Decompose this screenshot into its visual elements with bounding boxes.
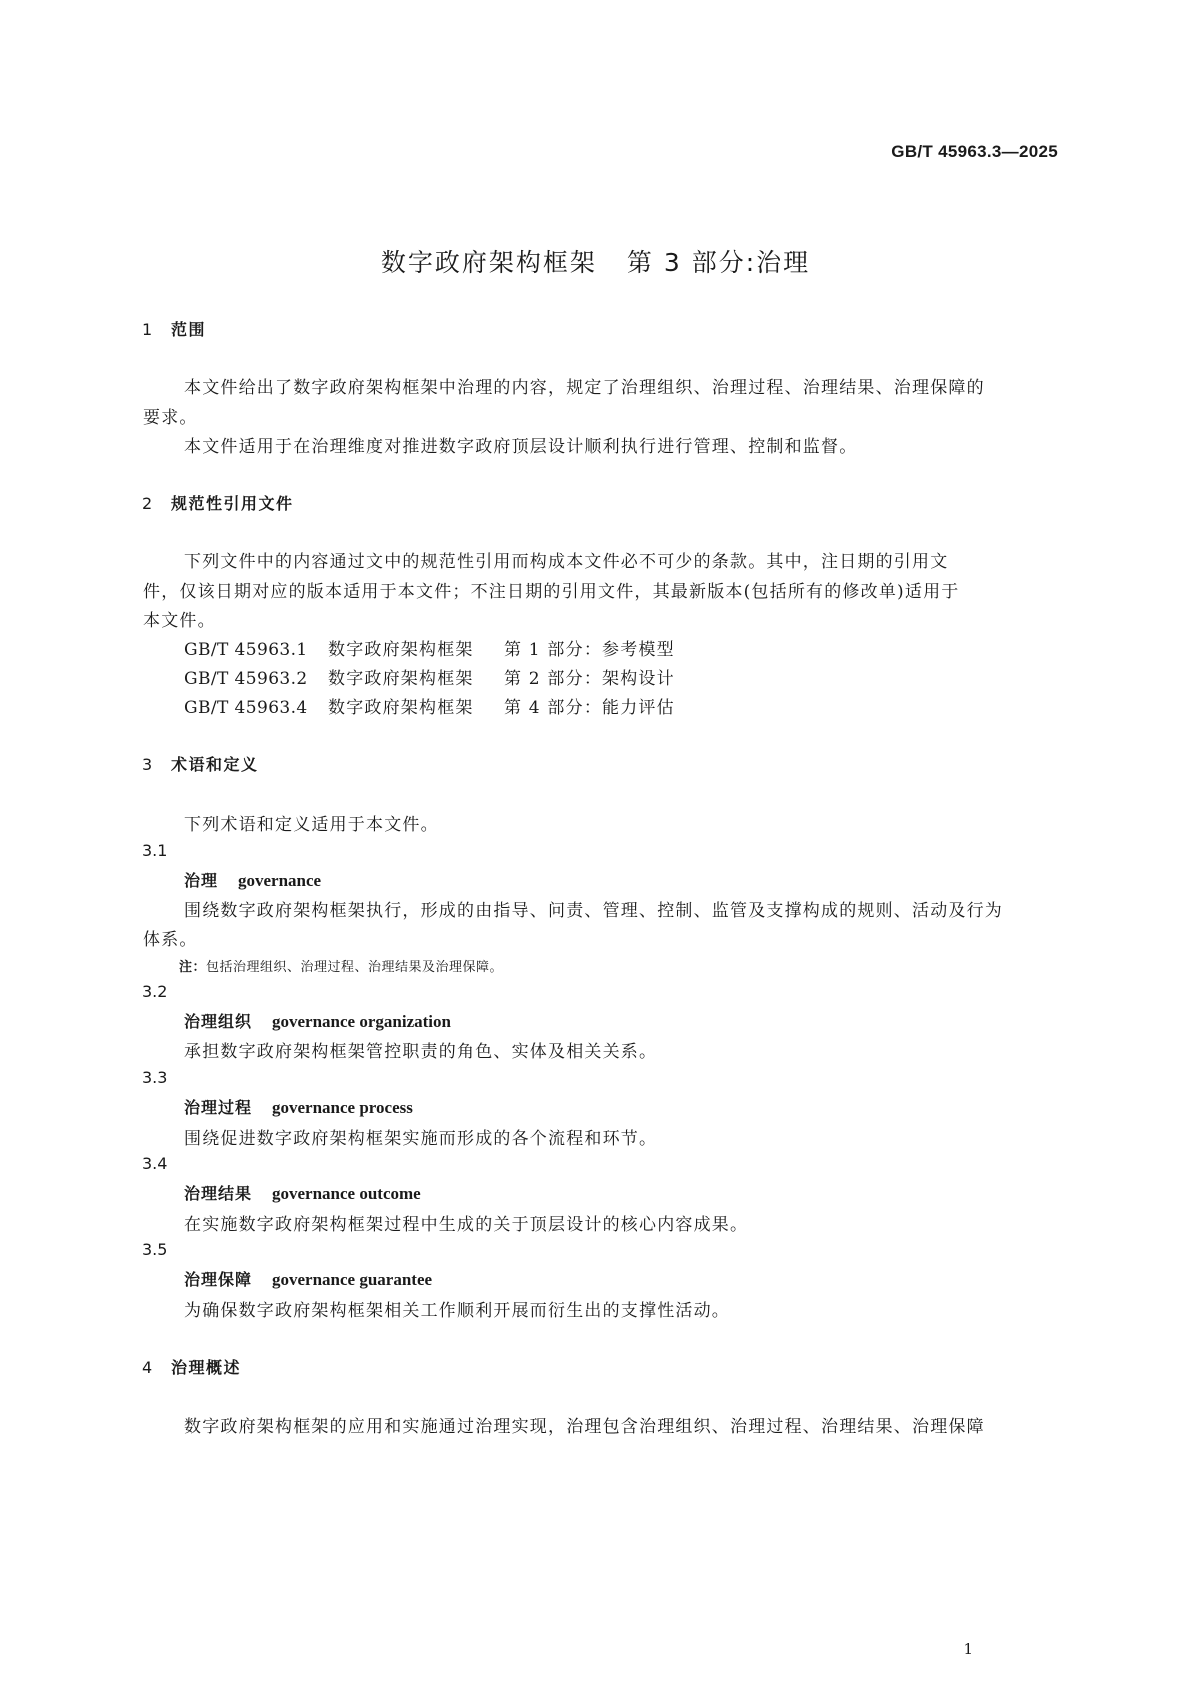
section-title: 范围 — [171, 320, 207, 339]
term-english: governance — [238, 871, 322, 890]
note-label: 注： — [179, 960, 207, 975]
reference-part: 第 1 部分：参考模型 — [504, 640, 675, 660]
normative-line-3: 本文件。 — [143, 611, 216, 631]
reference-code: GB/T 45963.1 — [184, 640, 308, 660]
term-heading — [184, 1267, 432, 1290]
term-definition-line-1: 围绕数字政府架构框架执行，形成的由指导、问责、管理、控制、监管及支撑构成的规则、活动及行为 — [184, 901, 1003, 921]
scope-paragraph-1-line-1: 本文件给出了数字政府架构框架中治理的内容，规定了治理组织、治理过程、治理结果、治理保障的 — [184, 378, 985, 398]
section-title: 治理概述 — [171, 1358, 242, 1377]
term-number: 3.3 — [142, 1068, 168, 1087]
reference-title: 数字政府架构框架 — [328, 698, 474, 718]
reference-part: 第 4 部分：能力评估 — [504, 698, 675, 718]
section-heading-normative-references — [142, 491, 294, 514]
page-number: 1 — [963, 1640, 973, 1658]
term-number: 3.1 — [142, 841, 168, 860]
term-english: governance process — [272, 1098, 413, 1117]
term-note — [179, 956, 503, 975]
term-english: governance organization — [272, 1012, 451, 1031]
title-main: 数字政府架构框架 — [380, 248, 597, 277]
terms-intro: 下列术语和定义适用于本文件。 — [184, 815, 439, 835]
term-definition-line-2: 体系。 — [143, 930, 198, 950]
reference-code: GB/T 45963.2 — [184, 669, 308, 689]
reference-item — [184, 693, 675, 718]
section-title: 规范性引用文件 — [171, 494, 294, 513]
term-chinese: 治理组织 — [184, 1012, 253, 1031]
title-part: 第 3 部分:治理 — [626, 248, 811, 277]
section-title: 术语和定义 — [171, 755, 259, 774]
scope-paragraph-1-line-2: 要求。 — [143, 408, 198, 428]
scope-paragraph-2: 本文件适用于在治理维度对推进数字政府顶层设计顺利执行进行管理、控制和监督。 — [184, 437, 858, 457]
normative-line-2: 件，仅该日期对应的版本适用于本文件；不注日期的引用文件，其最新版本(包括所有的修改单)适用于 — [143, 582, 960, 602]
normative-line-1: 下列文件中的内容通过文中的规范性引用而构成本文件必不可少的条款。其中，注日期的引用文 — [184, 552, 949, 572]
term-number: 3.4 — [142, 1154, 168, 1173]
section-heading-terms — [142, 752, 259, 775]
term-definition: 为确保数字政府架构框架相关工作顺利开展而衍生出的支撑性活动。 — [184, 1301, 730, 1321]
section-heading-overview — [142, 1355, 241, 1378]
reference-title: 数字政府架构框架 — [328, 669, 474, 689]
reference-item — [184, 664, 675, 689]
term-chinese: 治理保障 — [184, 1270, 253, 1289]
term-english: governance outcome — [272, 1184, 421, 1203]
term-heading — [184, 1009, 451, 1032]
term-number: 3.5 — [142, 1240, 168, 1259]
term-heading — [184, 868, 321, 891]
term-definition: 在实施数字政府架构框架过程中生成的关于顶层设计的核心内容成果。 — [184, 1215, 749, 1235]
section-heading-scope — [142, 317, 206, 340]
reference-item — [184, 635, 675, 660]
term-chinese: 治理过程 — [184, 1098, 253, 1117]
overview-line-1: 数字政府架构框架的应用和实施通过治理实现，治理包含治理组织、治理过程、治理结果、治理保障 — [184, 1417, 985, 1437]
term-heading — [184, 1095, 413, 1118]
section-number: 1 — [142, 320, 153, 339]
section-number: 4 — [142, 1358, 153, 1377]
term-definition: 承担数字政府架构框架管控职责的角色、实体及相关关系。 — [184, 1042, 658, 1062]
term-definition: 围绕促进数字政府架构框架实施而形成的各个流程和环节。 — [184, 1129, 658, 1149]
reference-code: GB/T 45963.4 — [184, 698, 308, 718]
document-title — [0, 243, 1191, 279]
reference-part: 第 2 部分：架构设计 — [504, 669, 675, 689]
reference-title: 数字政府架构框架 — [328, 640, 474, 660]
section-number: 3 — [142, 755, 153, 774]
term-number: 3.2 — [142, 982, 168, 1001]
term-chinese: 治理结果 — [184, 1184, 253, 1203]
section-number: 2 — [142, 494, 153, 513]
term-chinese: 治理 — [184, 871, 219, 890]
note-text: 包括治理组织、治理过程、治理结果及治理保障。 — [206, 960, 504, 975]
term-heading — [184, 1181, 421, 1204]
standard-code: GB/T 45963.3—2025 — [891, 142, 1058, 161]
term-english: governance guarantee — [272, 1270, 433, 1289]
